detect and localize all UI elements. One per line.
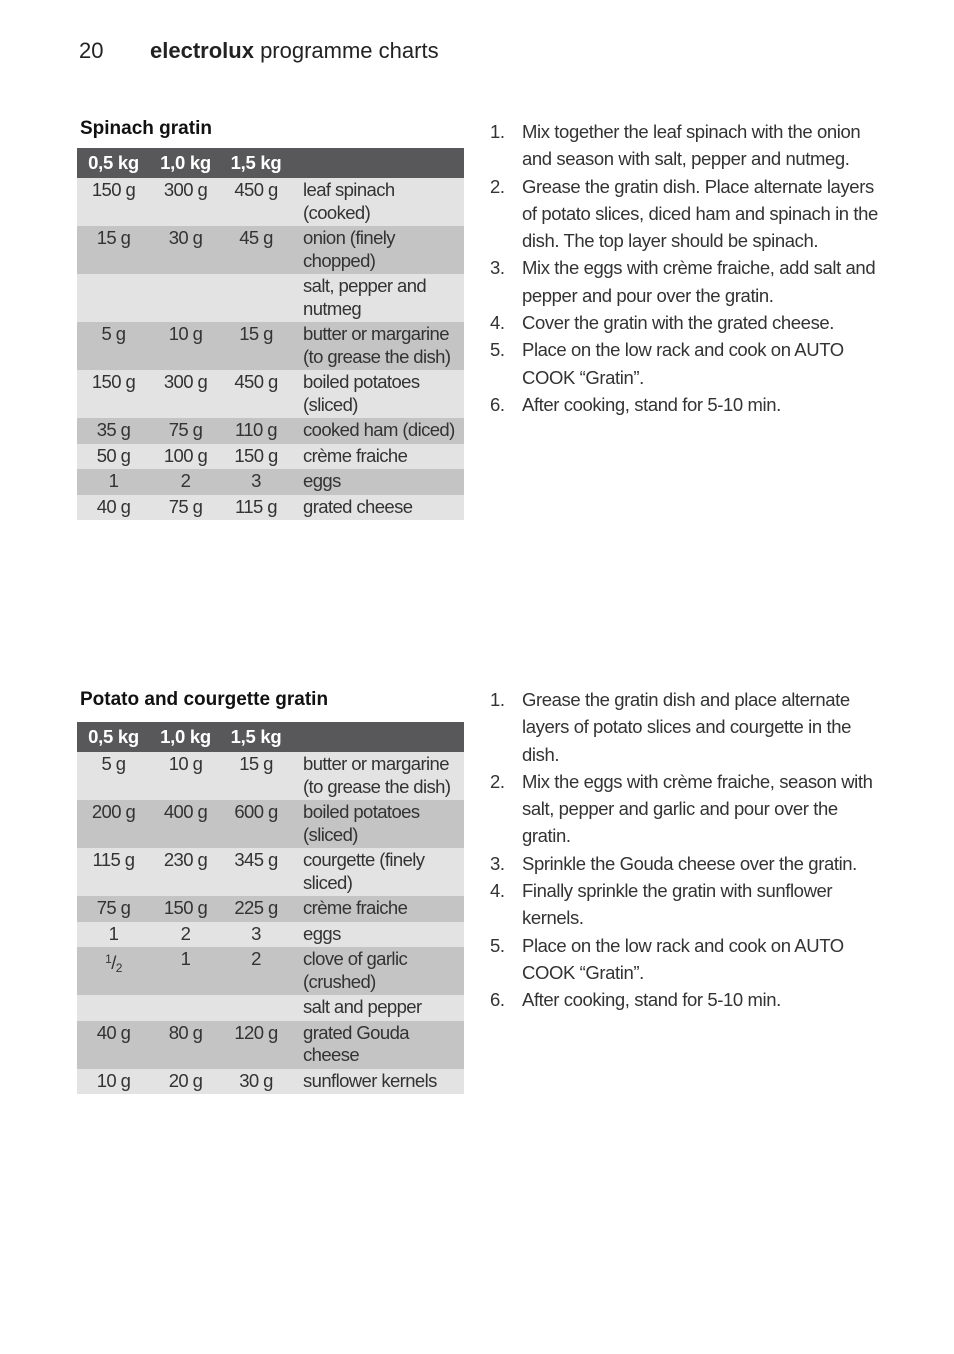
table-row — [77, 896, 464, 922]
table-row — [77, 444, 464, 470]
column-header: 0,5 kg — [77, 722, 150, 752]
ingredient-name: boiled potatoes (sliced) — [291, 800, 464, 848]
quantity-cell: 40 g — [77, 1021, 150, 1069]
step-text: Mix the eggs with crème fraiche, add salt and pepper and pour over the gratin. — [522, 257, 876, 306]
quantity-cell: 150 g — [77, 370, 150, 418]
step-text: Mix the eggs with crème fraiche, season with salt, pepper and garlic and pour over the gratin. — [522, 770, 873, 847]
ingredient-name: eggs — [291, 469, 464, 495]
quantity-cell: 450 g — [221, 178, 291, 226]
step-number: 2. — [490, 175, 505, 197]
quantity-cell: 150 g — [150, 896, 221, 922]
quantity-cell: 45 g — [221, 226, 291, 274]
quantity-cell — [221, 995, 291, 1021]
quantity-cell: 450 g — [221, 370, 291, 418]
column-header-blank — [291, 722, 464, 752]
quantity-cell: 300 g — [150, 178, 221, 226]
quantity-cell: 110 g — [221, 418, 291, 444]
step-number: 1. — [490, 121, 505, 142]
list-item — [490, 391, 882, 418]
quantity-cell: 200 g — [77, 800, 150, 848]
ingredient-name: grated Gouda cheese — [291, 1021, 464, 1069]
table-row — [77, 752, 464, 800]
ingredient-name: boiled potatoes (sliced) — [291, 370, 464, 418]
step-number: 4. — [490, 880, 505, 902]
quantity-cell: 1 — [77, 469, 150, 495]
step-text: Cover the gratin with the grated cheese. — [522, 312, 835, 334]
quantity-cell: 20 g — [150, 1069, 221, 1095]
ingredient-name: butter or margarine (to grease the dish) — [291, 752, 464, 800]
step-text: Sprinkle the Gouda cheese over the gratin. — [522, 852, 857, 874]
ingredient-name: grated cheese — [291, 495, 464, 521]
ingredient-name: clove of garlic (crushed) — [291, 947, 464, 995]
ingredient-name: crème fraiche — [291, 444, 464, 470]
quantity-cell: 345 g — [221, 848, 291, 896]
table-row — [77, 995, 464, 1021]
table-row — [77, 1069, 464, 1095]
step-number: 5. — [490, 339, 505, 361]
quantity-cell: 50 g — [77, 444, 150, 470]
ingredient-name: crème fraiche — [291, 896, 464, 922]
brand-name: electrolux — [150, 38, 254, 63]
step-text: Grease the gratin dish. Place alternate layers of potato slices, diced ham and spinach in the dish. The top layer should be spinach. — [522, 175, 878, 252]
quantity-cell: 225 g — [221, 896, 291, 922]
table-header-row — [77, 148, 464, 178]
step-number: 6. — [490, 393, 505, 415]
quantity-cell — [77, 995, 150, 1021]
quantity-cell: 15 g — [77, 226, 150, 274]
table-row — [77, 274, 464, 322]
column-header: 0,5 kg — [77, 148, 150, 178]
quantity-cell: 600 g — [221, 800, 291, 848]
step-text: Finally sprinkle the gratin with sunflower kernels. — [522, 880, 833, 929]
table-row — [77, 469, 464, 495]
quantity-cell: 150 g — [221, 444, 291, 470]
quantity-cell: 150 g — [77, 178, 150, 226]
quantity-cell: 2 — [150, 922, 221, 948]
list-item — [490, 254, 882, 309]
ingredients-table — [77, 148, 464, 520]
step-number: 1. — [490, 689, 505, 710]
ingredient-name: courgette (finely sliced) — [291, 848, 464, 896]
step-text: Place on the low rack and cook on AUTO COOK “Gratin”. — [522, 339, 844, 388]
quantity-cell: 5 g — [77, 322, 150, 370]
quantity-cell: 5 g — [77, 752, 150, 800]
fraction-cell: $^1/_2$ — [77, 947, 150, 995]
quantity-cell: 10 g — [150, 322, 221, 370]
column-header: 1,5 kg — [221, 148, 291, 178]
quantity-cell: 3 — [221, 922, 291, 948]
quantity-cell: 115 g — [77, 848, 150, 896]
quantity-cell — [221, 274, 291, 322]
quantity-cell: 15 g — [221, 752, 291, 800]
step-number: 4. — [490, 312, 505, 334]
quantity-cell: 75 g — [150, 418, 221, 444]
table-header-row — [77, 722, 464, 752]
table-row — [77, 418, 464, 444]
quantity-cell: 1 — [150, 947, 221, 995]
quantity-cell: 300 g — [150, 370, 221, 418]
step-text: After cooking, stand for 5-10 min. — [522, 989, 781, 1011]
step-text: After cooking, stand for 5-10 min. — [522, 393, 781, 415]
step-number: 3. — [490, 852, 505, 874]
list-item — [490, 850, 882, 877]
quantity-cell: 30 g — [150, 226, 221, 274]
quantity-cell — [77, 274, 150, 322]
step-text: Grease the gratin dish and place alternate layers of potato slices and courgette in the dish. — [522, 689, 851, 765]
ingredient-name: salt, pepper and nutmeg — [291, 274, 464, 322]
table-row — [77, 178, 464, 226]
quantity-cell: 80 g — [150, 1021, 221, 1069]
ingredient-name: salt and pepper — [291, 995, 464, 1021]
quantity-cell: 3 — [221, 469, 291, 495]
table-row — [77, 800, 464, 848]
table-row — [77, 226, 464, 274]
list-item — [490, 309, 882, 336]
list-item — [490, 173, 882, 255]
ingredient-name: onion (finely chopped) — [291, 226, 464, 274]
quantity-cell: 400 g — [150, 800, 221, 848]
method-steps — [490, 118, 882, 418]
page-header — [79, 38, 439, 64]
method-steps — [490, 686, 882, 1014]
list-item — [490, 768, 882, 850]
step-number: 5. — [490, 934, 505, 956]
quantity-cell: 1 — [77, 922, 150, 948]
list-item — [490, 686, 882, 768]
quantity-cell: 30 g — [221, 1069, 291, 1095]
table-row — [77, 322, 464, 370]
list-item — [490, 932, 882, 987]
step-text: Mix together the leaf spinach with the onion and season with salt, pepper and nutmeg. — [522, 121, 861, 170]
ingredient-name: leaf spinach (cooked) — [291, 178, 464, 226]
page-number: 20 — [79, 38, 104, 63]
table-row — [77, 495, 464, 521]
list-item — [490, 986, 882, 1013]
ingredient-name: sunflower kernels — [291, 1069, 464, 1095]
quantity-cell: 2 — [150, 469, 221, 495]
step-text: Place on the low rack and cook on AUTO COOK “Gratin”. — [522, 934, 844, 983]
quantity-cell: 10 g — [77, 1069, 150, 1095]
quantity-cell: 230 g — [150, 848, 221, 896]
ingredient-name: cooked ham (diced) — [291, 418, 464, 444]
quantity-cell: 120 g — [221, 1021, 291, 1069]
list-item — [490, 877, 882, 932]
table-row — [77, 370, 464, 418]
recipe-title: Potato and courgette gratin — [80, 689, 329, 710]
quantity-cell: 35 g — [77, 418, 150, 444]
quantity-cell: 40 g — [77, 495, 150, 521]
table-row — [77, 1021, 464, 1069]
table-row — [77, 947, 464, 995]
step-number: 3. — [490, 257, 505, 279]
ingredient-name: eggs — [291, 922, 464, 948]
table-row — [77, 922, 464, 948]
step-number: 2. — [490, 770, 505, 792]
quantity-cell: 75 g — [150, 495, 221, 521]
quantity-cell: 75 g — [77, 896, 150, 922]
quantity-cell: 115 g — [221, 495, 291, 521]
ingredient-name: butter or margarine (to grease the dish) — [291, 322, 464, 370]
quantity-cell: 15 g — [221, 322, 291, 370]
column-header: 1,5 kg — [221, 722, 291, 752]
section-title: programme charts — [260, 38, 439, 63]
quantity-cell — [150, 274, 221, 322]
quantity-cell: 2 — [221, 947, 291, 995]
step-number: 6. — [490, 989, 505, 1011]
ingredients-table — [77, 722, 464, 1094]
column-header: 1,0 kg — [150, 722, 221, 752]
column-header-blank — [291, 148, 464, 178]
quantity-cell: 10 g — [150, 752, 221, 800]
quantity-cell — [150, 995, 221, 1021]
quantity-cell: 100 g — [150, 444, 221, 470]
table-row — [77, 848, 464, 896]
list-item — [490, 118, 882, 173]
recipe-title: Spinach gratin — [80, 118, 212, 139]
column-header: 1,0 kg — [150, 148, 221, 178]
list-item — [490, 336, 882, 391]
